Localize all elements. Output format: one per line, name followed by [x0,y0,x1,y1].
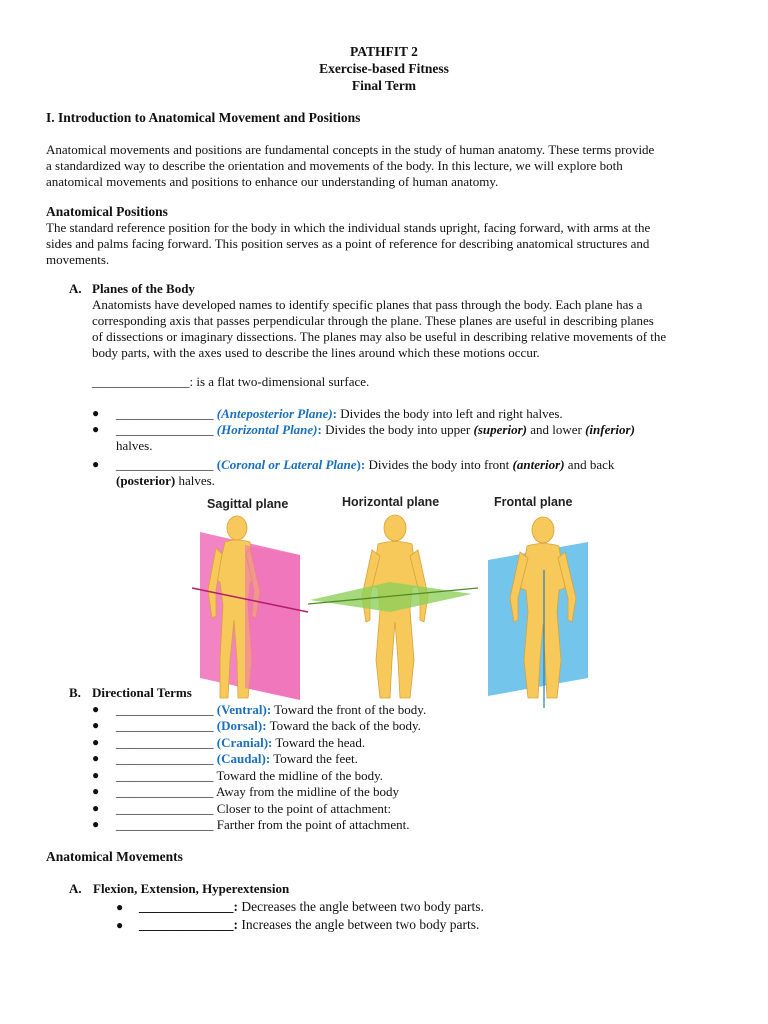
directional-desc: Closer to the point of attachment: [213,801,392,816]
bullet-icon: ● [92,801,100,815]
directional-desc: Farther from the point of attachment. [213,817,410,832]
answer-blank: _______________ [116,801,214,816]
movement-item [139,917,479,933]
horizontal-label: Horizontal plane [342,495,440,509]
plane-definition: _______________: is a flat two-dimensional surface. [92,374,370,389]
colon: : [317,422,322,437]
answer-blank: _______________ [116,718,214,733]
bullet-icon: ● [92,784,100,798]
answer-blank: _______________ [116,817,214,832]
colon: : [332,406,338,421]
bullet-icon: ● [92,718,100,732]
movement-item [139,899,484,915]
plane-term: (Anteposterior Plane) [213,406,333,421]
intro-line: Anatomical movements and positions are fundamental concepts in the study of human anatomy. These terms provide [46,142,655,157]
plane-item-frontal [116,457,614,473]
plane-item-wrap [116,473,215,489]
directional-letter: B. [69,685,81,700]
planes-line: corresponding axis that passes perpendicular through the plane. These planes are useful in describing planes [92,313,654,328]
paren-open: ( [213,457,222,472]
plane-term-visible: Coronal or Lateral Plane [221,457,357,472]
plane-desc: Divides the body into left and right halves. [337,406,563,421]
positions-heading: Anatomical Positions [46,204,168,219]
frontal-label: Frontal plane [494,495,573,509]
directional-item [116,751,358,767]
directional-desc: Toward the head. [272,735,366,750]
term-italic: (inferior) [585,422,635,437]
movement-desc: Increases the angle between two body parts. [238,917,480,932]
plane-desc: and lower [526,422,586,437]
plane-item-horizontal [116,422,635,438]
intro-line: anatomical movements and positions to enhance our understanding of human anatomy. [46,174,499,189]
movements-heading: Anatomical Movements [46,849,183,864]
planes-paragraph [92,297,732,361]
directional-term: (Ventral): [213,702,272,717]
directional-term: (Caudal): [213,751,271,766]
directional-term: (Dorsal): [213,718,267,733]
directional-item [116,735,365,751]
positions-paragraph [46,220,726,268]
directional-desc: Toward the front of the body. [271,702,427,717]
answer-blank: _______________ [116,702,214,717]
directional-item [116,768,383,784]
directional-desc: Toward the back of the body. [266,718,421,733]
planes-line: body parts, with the axes used to describe the lines around which these motions occur. [92,345,540,360]
paren-close: ) [356,457,361,472]
directional-desc: Away from the midline of the body [213,784,399,799]
positions-line: sides and palms facing forward. This position serves as a point of reference for describing anatomical structures and [46,236,650,251]
section-heading: I. Introduction to Anatomical Movement and Positions [46,110,361,125]
bullet-icon: ● [92,406,100,420]
directional-item [116,817,410,833]
directional-item [116,801,391,817]
plane-desc: Divides the body into upper [321,422,474,437]
directional-term: (Cranial): [213,735,273,750]
sagittal-label: Sagittal plane [207,497,289,511]
course-subtitle: Exercise-based Fitness [319,61,449,76]
answer-blank: _______________ [116,768,214,783]
positions-line: The standard reference position for the body in which the individual stands upright, facing forward, with arms at the [46,220,651,235]
planes-line: of dissections or imaginary dissections. The planes may also be useful in describing relative movements of the [92,329,667,344]
plane-item-wrap: halves. [116,438,153,453]
directional-desc: Toward the midline of the body. [213,768,384,783]
plane-item-sagittal [116,406,563,422]
plane-desc: and back [564,457,615,472]
planes-heading: Planes of the Body [92,281,195,296]
sagittal-plane-overlay [245,545,300,700]
intro-line: a standardized way to describe the orientation and movements of the body. In this lecture, we will explore both [46,158,623,173]
movement-desc: Decreases the angle between two body parts. [238,899,484,914]
planes-letter: A. [69,281,82,296]
answer-blank: _______________ [116,784,214,799]
positions-line: movements. [46,252,110,267]
answer-blank: ______________: [139,917,238,932]
planes-line: Anatomists have developed names to identify specific planes that pass through the body. Each plane has a [92,297,643,312]
bullet-icon: ● [92,422,100,436]
directional-item [116,702,426,718]
bullet-icon: ● [92,457,100,471]
bullet-icon: ● [92,735,100,749]
bullet-icon: ● [92,817,100,831]
bullet-icon: ● [92,702,100,716]
answer-blank: _______________ [116,457,214,472]
directional-item [116,718,421,734]
directional-desc: Toward the feet. [270,751,358,766]
answer-blank: _______________ [116,751,214,766]
answer-blank: ______________: [139,899,238,914]
bullet-icon: ● [92,768,100,782]
plane-term: (Horizontal Plane) [213,422,318,437]
movements-sub-letter: A. [69,881,82,896]
answer-blank: _______________ [116,422,214,437]
term-bold: (posterior) [116,473,176,488]
plane-desc: Divides the body into front [365,457,513,472]
bullet-icon: ● [116,918,124,932]
term-italic: (anterior) [512,457,565,472]
planes-figure [190,510,600,710]
directional-item [116,784,399,800]
plane-desc: halves. [175,473,215,488]
directional-heading: Directional Terms [92,685,192,700]
colon: : [360,457,366,472]
answer-blank: _______________ [116,406,214,421]
term-label: Final Term [351,78,417,93]
movements-sub-heading: Flexion, Extension, Hyperextension [93,881,290,896]
course-title: PATHFIT 2 [350,44,418,59]
intro-paragraph [46,142,726,190]
answer-blank: _______________ [116,735,214,750]
horizontal-plane [310,582,472,612]
bullet-icon: ● [116,900,124,914]
bullet-icon: ● [92,751,100,765]
term-italic: (superior) [473,422,527,437]
